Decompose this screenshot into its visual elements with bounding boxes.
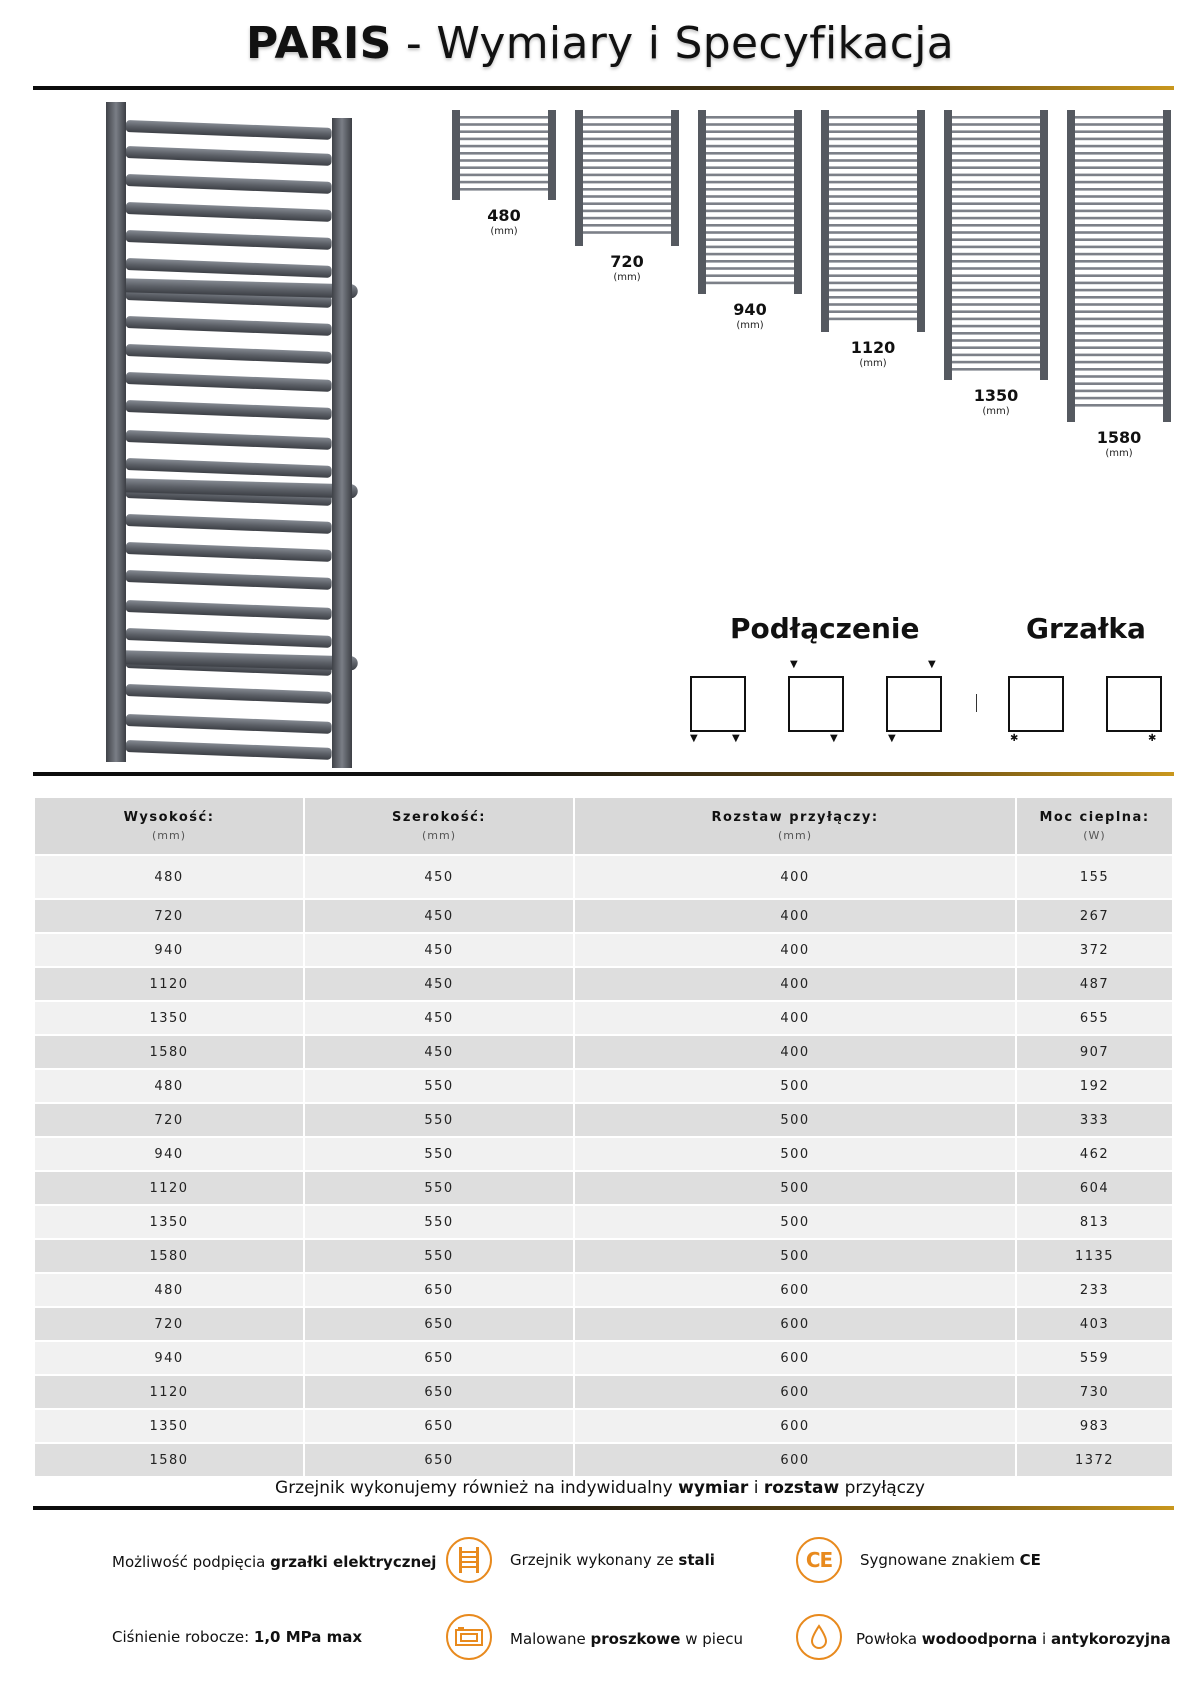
table-cell: 1580 <box>35 1036 303 1068</box>
arrow-down-icon: ▼ <box>928 659 936 670</box>
table-cell: 600 <box>575 1342 1015 1374</box>
table-cell: 1580 <box>35 1444 303 1476</box>
table-cell: 400 <box>575 900 1015 932</box>
table-cell: 480 <box>35 856 303 898</box>
table-cell: 333 <box>1017 1104 1172 1136</box>
table-cell: 403 <box>1017 1308 1172 1340</box>
table-row <box>35 968 1172 1000</box>
heater-title: Grzałka <box>1026 612 1146 645</box>
table-cell: 813 <box>1017 1206 1172 1238</box>
table-row <box>35 1410 1172 1442</box>
arrow-down-icon: ▼ <box>732 733 740 744</box>
heater-diagram-left <box>1008 676 1064 732</box>
size-height-label: 1350 <box>973 386 1019 405</box>
table-row <box>35 934 1172 966</box>
connection-diagram-bottom-bottom <box>690 676 746 732</box>
table-cell: 600 <box>575 1376 1015 1408</box>
table-cell: 600 <box>575 1274 1015 1306</box>
table-cell: 400 <box>575 934 1015 966</box>
table-cell: 1135 <box>1017 1240 1172 1272</box>
table-row <box>35 1206 1172 1238</box>
size-height-label: 1580 <box>1096 428 1142 447</box>
section-separator <box>976 694 977 712</box>
size-radiator-1 <box>575 110 679 283</box>
table-cell: 650 <box>305 1410 573 1442</box>
table-row <box>35 1308 1172 1340</box>
table-row <box>35 1172 1172 1204</box>
table-cell: 1372 <box>1017 1444 1172 1476</box>
table-cell: 192 <box>1017 1070 1172 1102</box>
table-cell: 940 <box>35 1342 303 1374</box>
table-cell: 480 <box>35 1070 303 1102</box>
table-row <box>35 1036 1172 1068</box>
divider-bottom <box>33 1506 1174 1510</box>
table-cell: 940 <box>35 934 303 966</box>
specification-table <box>33 796 1174 1478</box>
connection-diagram-bottom-top <box>886 676 942 732</box>
table-row <box>35 1376 1172 1408</box>
arrow-down-icon: ▼ <box>790 659 798 670</box>
table-row <box>35 1002 1172 1034</box>
table-cell: 650 <box>305 1376 573 1408</box>
feature-pressure-text: Ciśnienie robocze: 1,0 MPa max <box>112 1628 363 1646</box>
size-height-label: 1120 <box>850 338 896 357</box>
size-unit-label: (mm) <box>859 358 887 369</box>
table-cell: 233 <box>1017 1274 1172 1306</box>
feature-ce-text: Sygnowane znakiem CE <box>860 1551 1041 1569</box>
size-unit-label: (mm) <box>490 226 518 237</box>
size-height-label: 720 <box>610 252 644 271</box>
table-cell: 1120 <box>35 1376 303 1408</box>
table-cell: 720 <box>35 1104 303 1136</box>
table-cell: 604 <box>1017 1172 1172 1204</box>
table-cell: 650 <box>305 1308 573 1340</box>
table-cell: 559 <box>1017 1342 1172 1374</box>
mini-radiator-image <box>944 110 1048 380</box>
mini-radiator-image <box>1067 110 1171 422</box>
table-cell: 450 <box>305 934 573 966</box>
size-radiator-3 <box>821 110 925 369</box>
table-cell: 500 <box>575 1172 1015 1204</box>
table-cell: 155 <box>1017 856 1172 898</box>
mini-radiator-image <box>452 110 556 200</box>
table-cell: 400 <box>575 1036 1015 1068</box>
table-cell: 550 <box>305 1240 573 1272</box>
connection-title: Podłączenie <box>730 612 920 645</box>
feature-heater-text: Możliwość podpięcia grzałki elektrycznej <box>112 1553 437 1571</box>
table-cell: 450 <box>305 1002 573 1034</box>
table-cell: 500 <box>575 1070 1015 1102</box>
ce-mark-icon: CE <box>796 1537 842 1583</box>
table-cell: 480 <box>35 1274 303 1306</box>
table-cell: 550 <box>305 1206 573 1238</box>
header-power: Moc cieplna: (W) <box>1017 798 1172 854</box>
table-cell: 1350 <box>35 1410 303 1442</box>
table-cell: 550 <box>305 1172 573 1204</box>
divider-top <box>33 86 1174 90</box>
table-cell: 720 <box>35 1308 303 1340</box>
size-radiator-5 <box>1067 110 1171 459</box>
table-cell: 650 <box>305 1274 573 1306</box>
heater-marker-icon: ✱ <box>1148 733 1157 744</box>
size-height-label: 940 <box>733 300 767 319</box>
arrow-down-icon: ▼ <box>830 733 838 744</box>
table-cell: 1120 <box>35 1172 303 1204</box>
table-cell: 487 <box>1017 968 1172 1000</box>
table-row <box>35 1342 1172 1374</box>
size-unit-label: (mm) <box>613 272 641 283</box>
table-cell: 372 <box>1017 934 1172 966</box>
feature-steel-text: Grzejnik wykonany ze stali <box>510 1551 715 1569</box>
mini-radiator-image <box>698 110 802 294</box>
table-cell: 650 <box>305 1444 573 1476</box>
table-cell: 720 <box>35 900 303 932</box>
feature-coating-text: Powłoka wodoodporna i antykorozyjna <box>856 1630 1171 1648</box>
paint-oven-icon <box>446 1614 492 1660</box>
header-spacing: Rozstaw przyłączy: (mm) <box>575 798 1015 854</box>
table-cell: 400 <box>575 1002 1015 1034</box>
table-cell: 600 <box>575 1308 1015 1340</box>
mini-radiator-image <box>575 110 679 246</box>
radiator-icon <box>446 1537 492 1583</box>
table-row <box>35 1444 1172 1476</box>
page-title <box>0 18 1200 69</box>
table-cell: 1120 <box>35 968 303 1000</box>
size-height-label: 480 <box>487 206 521 225</box>
table-cell: 500 <box>575 1206 1015 1238</box>
table-cell: 550 <box>305 1138 573 1170</box>
table-header-row <box>35 798 1172 854</box>
table-cell: 600 <box>575 1444 1015 1476</box>
table-cell: 1580 <box>35 1240 303 1272</box>
arrow-down-icon: ▼ <box>888 733 896 744</box>
custom-size-note: Grzejnik wykonujemy również na indywidualny wymiar i rozstaw przyłączy <box>275 1478 925 1498</box>
table-cell: 600 <box>575 1410 1015 1442</box>
header-width: Szerokość: (mm) <box>305 798 573 854</box>
table-cell: 983 <box>1017 1410 1172 1442</box>
table-cell: 1350 <box>35 1002 303 1034</box>
mini-radiator-image <box>821 110 925 332</box>
table-cell: 450 <box>305 900 573 932</box>
table-cell: 462 <box>1017 1138 1172 1170</box>
arrow-down-icon: ▼ <box>690 733 698 744</box>
table-row <box>35 1138 1172 1170</box>
table-cell: 450 <box>305 1036 573 1068</box>
table-row <box>35 1070 1172 1102</box>
table-cell: 655 <box>1017 1002 1172 1034</box>
size-radiator-0 <box>452 110 556 237</box>
header-height: Wysokość: (mm) <box>35 798 303 854</box>
radiator-image <box>100 100 370 770</box>
table-cell: 450 <box>305 856 573 898</box>
table-cell: 730 <box>1017 1376 1172 1408</box>
table-cell: 1350 <box>35 1206 303 1238</box>
table-cell: 400 <box>575 968 1015 1000</box>
table-cell: 500 <box>575 1138 1015 1170</box>
size-radiator-2 <box>698 110 802 331</box>
table-row <box>35 856 1172 898</box>
table-cell: 500 <box>575 1104 1015 1136</box>
table-cell: 650 <box>305 1342 573 1374</box>
table-cell: 940 <box>35 1138 303 1170</box>
heater-marker-icon: ✱ <box>1010 733 1019 744</box>
table-cell: 907 <box>1017 1036 1172 1068</box>
heater-diagram-right <box>1106 676 1162 732</box>
table-row <box>35 1104 1172 1136</box>
table-cell: 500 <box>575 1240 1015 1272</box>
table-cell: 400 <box>575 856 1015 898</box>
title-product-name: PARIS <box>245 18 392 69</box>
table-row <box>35 900 1172 932</box>
table-cell: 267 <box>1017 900 1172 932</box>
table-cell: 550 <box>305 1104 573 1136</box>
size-unit-label: (mm) <box>736 320 764 331</box>
table-cell: 550 <box>305 1070 573 1102</box>
size-unit-label: (mm) <box>982 406 1010 417</box>
table-row <box>35 1240 1172 1272</box>
size-unit-label: (mm) <box>1105 448 1133 459</box>
table-cell: 450 <box>305 968 573 1000</box>
title-rest: - Wymiary i Specyfikacja <box>391 18 955 69</box>
connection-diagram-top-bottom <box>788 676 844 732</box>
size-radiator-4 <box>944 110 1048 417</box>
water-drop-icon <box>796 1614 842 1660</box>
divider-middle <box>33 772 1174 776</box>
feature-powder-text: Malowane proszkowe w piecu <box>510 1630 743 1648</box>
table-row <box>35 1274 1172 1306</box>
